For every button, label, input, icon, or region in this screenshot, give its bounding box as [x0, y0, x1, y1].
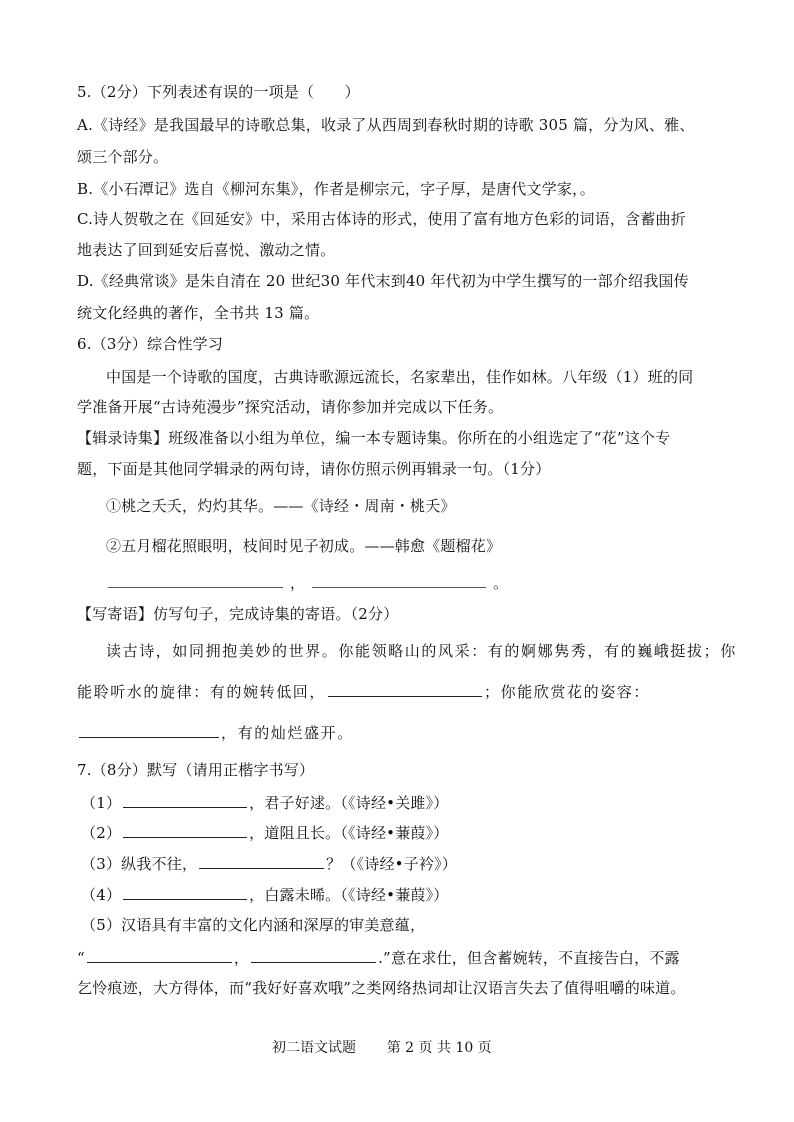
q6-message-line2-end: ；你能欣赏花的姿容： — [484, 683, 651, 701]
footer-subject: 初二语文试题 — [272, 1040, 356, 1056]
q7-item5-after: .”意在求仕，但含蓄婉转，不直接告白，不露 — [378, 949, 680, 967]
q7-item-prefix: 纵我不往， — [121, 855, 198, 873]
q7-item-number: （2） — [81, 824, 122, 842]
q6-task2-heading: 【写寄语】仿写句子，完成诗集的寄语。（2分） — [77, 605, 399, 623]
q6-message-line3 — [77, 722, 354, 743]
q5-option-a-line1: A.《诗经》是我国最早的诗歌总集，收录了从西周到春秋时期的诗歌 305 篇，分为风、雅、 — [77, 116, 695, 134]
q7-item5-separator: ， — [233, 949, 250, 967]
quote-open: “ — [77, 949, 85, 967]
answer-blank-q7-1[interactable] — [123, 792, 247, 808]
q6-intro-line1: 中国是一个诗歌的国度，古典诗歌源远流长，名家辈出，佳作如林。八年级（1）班的同 — [106, 368, 694, 386]
q6-intro-line2: 学准备开展“古诗苑漫步”探究活动，请你参加并完成以下任务。 — [77, 398, 504, 416]
q6-example-poem1: ①桃之夭夭，灼灼其华。——《诗经・周南・桃夭》 — [106, 497, 456, 515]
q7-item-2 — [81, 822, 449, 843]
q7-item-text: ，白露未晞。（《诗经•蒹葭》） — [249, 886, 449, 904]
q7-heading: 7.（8分）默写（请用正楷字书写） — [77, 761, 315, 779]
q7-item-5-line2 — [77, 947, 680, 968]
q5-option-d-line1: D.《经典常谈》是朱自清在 20 世纪30 年代末到40 年代初为中学生撰写的一部介绍我国传 — [77, 272, 689, 290]
q6-example-poem2: ②五月榴花照眼明，枝间时见子初成。——韩愈《题榴花》 — [106, 537, 502, 555]
q6-message-line1: 读古诗，如同拥抱美妙的世界。你能领略山的风采：有的婀娜隽秀，有的巍峨挺拔；你 — [106, 642, 737, 660]
q5-option-c-line2: 地表达了回到延安后喜悦、激动之情。 — [77, 241, 336, 259]
q7-item-number: （1） — [81, 794, 122, 812]
answer-blank-poem-line1[interactable] — [108, 572, 283, 588]
answer-blank-poem-line2[interactable] — [312, 572, 486, 588]
q6-poem-fill-row — [106, 572, 508, 593]
answer-blank-q7-2[interactable] — [123, 822, 247, 838]
q7-item-text: ，道阻且长。（《诗经•蒹葭》） — [249, 824, 449, 842]
q7-item-3 — [81, 853, 457, 874]
footer-page-number: 第 2 页 共 10 页 — [386, 1040, 492, 1056]
q6-heading: 6.（3分）综合性学习 — [77, 335, 224, 353]
q6-message-line3-end: ，有的灿烂盛开。 — [221, 724, 354, 742]
q5-option-d-line2: 统文化经典的著作，全书共 13 篇。 — [77, 304, 320, 322]
q7-item-number: （3） — [81, 855, 122, 873]
answer-blank-q7-3[interactable] — [199, 853, 324, 869]
answer-blank-water[interactable] — [328, 681, 482, 697]
q6-task1-line2: 题，下面是其他同学辑录的两句诗，请你仿照示例再辑录一句。（1分） — [77, 460, 551, 478]
q7-item-number: （4） — [81, 886, 122, 904]
fill-separator: ， — [289, 574, 306, 592]
q7-item-1 — [81, 792, 449, 813]
page-footer — [272, 1037, 496, 1057]
answer-blank-q7-5b[interactable] — [251, 947, 376, 963]
answer-blank-flower[interactable] — [79, 722, 219, 738]
q5-option-b: B.《小石潭记》选自《柳河东集》，作者是柳宗元，字子厚，是唐代文学家，。 — [77, 180, 595, 198]
answer-blank-q7-4[interactable] — [123, 884, 247, 900]
q7-item-4 — [81, 884, 449, 905]
q7-item-5-line1: （5）汉语具有丰富的文化内涵和深厚的审美意蕴， — [81, 916, 426, 934]
q5-heading: 5.（2分）下列表述有误的一项是（ ） — [77, 83, 360, 101]
q5-option-c-line1: C.诗人贺敬之在《回延安》中，采用古体诗的形式，使用了富有地方色彩的词语，含蓄曲折 — [77, 210, 686, 228]
q5-option-a-line2: 颂三个部分。 — [77, 148, 169, 166]
answer-blank-q7-5a[interactable] — [87, 947, 232, 963]
q7-item-text: ，君子好逑。（《诗经•关雎》） — [249, 794, 449, 812]
q6-task1-line1: 【辑录诗集】班级准备以小组为单位，编一本专题诗集。你所在的小组选定了“花”这个专 — [77, 429, 671, 447]
q6-message-line2-start: 能聆听水的旋律：有的婉转低回， — [77, 683, 327, 701]
q6-message-line2 — [77, 681, 650, 702]
q7-item-text: ？（《诗经•子衿》） — [326, 855, 458, 873]
q7-item-5-line3: 乞怜痕迹，大方得体，而“我好好喜欢哦”之类网络热词却让汉语言失去了值得咀嚼的味道。 — [77, 979, 686, 997]
fill-end: 。 — [493, 574, 509, 592]
